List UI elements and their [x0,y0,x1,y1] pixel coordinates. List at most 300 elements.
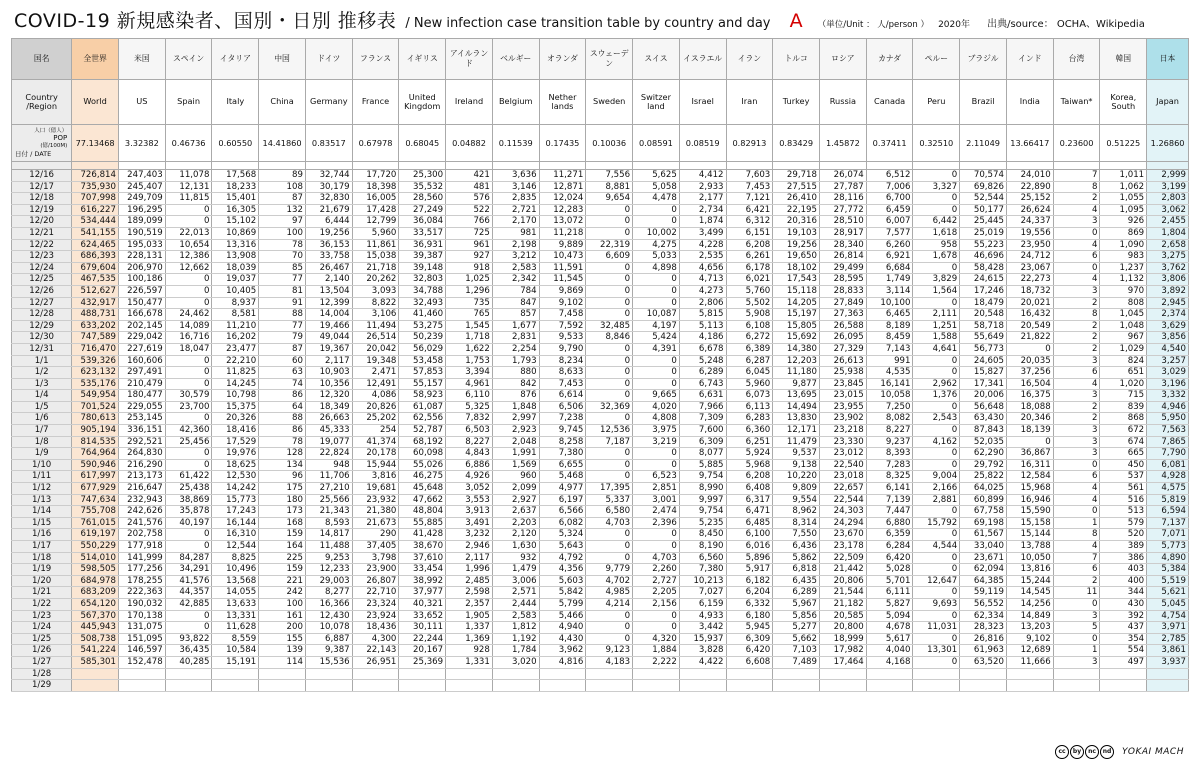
table-row [12,541,1189,553]
date-cell: 1/12 [12,483,72,495]
value-cell: 26,467 [305,262,352,274]
value-cell: 1,132 [1100,274,1147,286]
spacer-cell [1053,162,1100,170]
value-cell: 2,727 [633,575,680,587]
value-cell: 2,117 [446,552,493,564]
value-cell: 20,042 [352,343,399,355]
value-cell: 100,186 [118,274,165,286]
value-cell: 3,856 [1147,332,1189,344]
value-cell: 0 [586,274,633,286]
table-row [12,598,1189,610]
value-cell: 28,595 [820,274,867,286]
value-cell: 684,978 [72,575,119,587]
value-cell: 168 [259,517,306,529]
value-cell: 150,477 [118,297,165,309]
value-cell: 2,485 [446,575,493,587]
value-cell: 8,325 [866,471,913,483]
value-cell: 18,398 [352,181,399,193]
value-cell: 152,478 [118,656,165,668]
value-cell: 766 [446,216,493,228]
value-cell: 12,131 [165,181,212,193]
value-cell: 7,563 [1147,425,1189,437]
value-cell: 0 [1053,598,1100,610]
value-cell: 12,320 [305,390,352,402]
value-cell: 21,673 [352,517,399,529]
value-cell: 139 [259,645,306,657]
value-cell: 52,035 [960,436,1007,448]
value-cell: 3 [1053,610,1100,622]
value-cell: 11,666 [1006,656,1053,668]
spacer-cell [960,162,1007,170]
value-cell [960,668,1007,680]
table-row [12,227,1189,239]
value-cell: 19,037 [212,274,259,286]
value-cell: 20,326 [212,413,259,425]
value-cell: 20,346 [1006,413,1053,425]
value-cell: 26,074 [820,170,867,182]
value-cell: 16,141 [866,378,913,390]
value-cell: 88 [259,413,306,425]
value-cell: 18,088 [1006,401,1053,413]
value-cell: 17,428 [352,204,399,216]
row-label-jp: 国名 [12,39,72,80]
value-cell: 686,393 [72,251,119,263]
value-cell: 86 [259,390,306,402]
value-cell: 7,380 [679,564,726,576]
country-name-jp: インド [1006,39,1053,80]
value-cell: 6,289 [679,367,726,379]
value-cell: 445,943 [72,622,119,634]
value-cell: 0 [586,633,633,645]
value-cell: 33,758 [305,251,352,263]
value-cell: 26,816 [960,633,1007,645]
value-cell: 537 [1100,471,1147,483]
nd-icon: nd [1100,745,1114,759]
value-cell: 3,971 [1147,622,1189,634]
value-cell: 541,155 [72,227,119,239]
country-name-en: France [352,80,399,125]
value-cell: 7,137 [1147,517,1189,529]
value-cell: 0 [913,587,960,599]
value-cell [679,668,726,680]
value-cell: 12,584 [1006,471,1053,483]
value-cell: 9,889 [539,239,586,251]
value-cell: 6,073 [726,390,773,402]
value-cell: 0 [165,459,212,471]
value-cell [305,680,352,692]
value-cell: 0 [913,610,960,622]
value-cell: 5,862 [773,552,820,564]
value-cell [679,680,726,692]
value-cell: 4,183 [586,656,633,668]
value-cell: 33,517 [399,227,446,239]
value-cell: 52,544 [960,193,1007,205]
value-cell: 0 [1053,262,1100,274]
value-cell: 9,237 [866,436,913,448]
value-cell: 554 [1100,645,1147,657]
value-cell: 12,386 [165,251,212,263]
value-cell: 114 [259,656,306,668]
value-cell: 26,807 [352,575,399,587]
value-cell: 26,613 [820,355,867,367]
value-cell: 53,275 [399,320,446,332]
value-cell: 14,055 [212,587,259,599]
value-cell: 11,488 [305,541,352,553]
date-cell: 1/8 [12,436,72,448]
value-cell: 2,933 [679,181,726,193]
value-cell: 8,937 [212,297,259,309]
value-cell: 11,180 [773,367,820,379]
value-cell: 539,326 [72,355,119,367]
value-cell: 3,816 [352,471,399,483]
value-cell: 4,040 [866,645,913,657]
date-cell: 1/20 [12,575,72,587]
value-cell: 180 [259,494,306,506]
value-cell: 5,643 [539,541,586,553]
value-cell: 44,357 [165,587,212,599]
value-cell: 202,145 [118,320,165,332]
table-row [12,459,1189,471]
value-cell: 15,805 [773,320,820,332]
value-cell: 22,195 [773,204,820,216]
value-cell: 68,192 [399,436,446,448]
value-cell: 27,249 [399,204,446,216]
value-cell: 3,062 [1147,204,1189,216]
value-cell: 4 [1053,274,1100,286]
value-cell: 26,514 [352,332,399,344]
value-cell: 421 [446,170,493,182]
value-cell: 7 [1053,552,1100,564]
value-cell: 3,962 [539,645,586,657]
value-cell: 0 [633,459,680,471]
spacer-cell [633,162,680,170]
country-name-jp: ドイツ [305,39,352,80]
value-cell: 0 [913,204,960,216]
value-cell: 14,205 [773,297,820,309]
country-name-en: Sweden [586,80,633,125]
value-cell: 0 [165,448,212,460]
value-cell [1100,668,1147,680]
value-cell: 9,869 [539,285,586,297]
value-cell: 23,900 [352,564,399,576]
spacer-cell [399,162,446,170]
value-cell: 13,316 [212,239,259,251]
population-cell: 0.82913 [726,125,773,162]
value-cell: 488,731 [72,309,119,321]
country-name-jp: 中国 [259,39,306,80]
population-cell: 0.67978 [352,125,399,162]
table-row [12,622,1189,634]
date-cell: 1/13 [12,494,72,506]
row-label-en: Country /Region [12,80,72,125]
value-cell [726,680,773,692]
date-cell: 1/27 [12,656,72,668]
value-cell: 16,144 [212,517,259,529]
value-cell: 6,655 [539,459,586,471]
value-cell: 4,898 [633,262,680,274]
value-cell: 726,814 [72,170,119,182]
value-cell: 784 [492,285,539,297]
value-cell: 665 [1100,448,1147,460]
value-cell: 1 [1053,517,1100,529]
value-cell: 5,856 [773,610,820,622]
value-cell: 20,826 [352,401,399,413]
value-cell: 10,405 [212,285,259,297]
spacer-cell [1006,162,1053,170]
population-cell: 0.83517 [305,125,352,162]
value-cell: 10,213 [679,575,726,587]
value-cell: 6,560 [679,552,726,564]
value-cell: 10,584 [212,645,259,657]
value-cell: 24,294 [820,517,867,529]
value-cell: 254 [352,425,399,437]
value-cell: 4,656 [679,262,726,274]
value-cell: 190,519 [118,227,165,239]
value-cell: 1,376 [913,390,960,402]
value-cell: 61,963 [960,645,1007,657]
value-cell: 735,930 [72,181,119,193]
country-name-en: Belgium [492,80,539,125]
value-cell: 512,627 [72,285,119,297]
value-cell: 46,275 [399,471,446,483]
value-cell: 40,197 [165,517,212,529]
value-cell: 0 [586,204,633,216]
value-cell: 15,773 [212,494,259,506]
value-cell: 35,878 [165,506,212,518]
value-cell: 6,317 [726,494,773,506]
value-cell: 2,111 [913,309,960,321]
value-cell [726,668,773,680]
value-cell: 1,874 [679,216,726,228]
value-cell: 3,001 [633,494,680,506]
value-cell: 967 [1100,332,1147,344]
source-note: 出典/source： OCHA、Wikipedia [987,19,1145,30]
value-cell: 22,244 [399,633,446,645]
value-cell: 15,827 [960,367,1007,379]
value-cell: 14,494 [773,401,820,413]
value-cell: 6,444 [305,216,352,228]
value-cell: 0 [1053,459,1100,471]
value-cell: 23,670 [820,529,867,541]
value-cell: 1,095 [1100,204,1147,216]
value-cell: 3,332 [1147,390,1189,402]
date-cell: 12/16 [12,170,72,182]
value-cell: 814,535 [72,436,119,448]
value-cell: 18,416 [212,425,259,437]
value-cell: 4,641 [913,343,960,355]
value-cell: 23,671 [960,552,1007,564]
value-cell: 6,081 [1147,459,1189,471]
value-cell: 0 [586,216,633,228]
value-cell: 0 [633,274,680,286]
value-cell [773,668,820,680]
table-row [12,262,1189,274]
country-en-row [12,80,1189,125]
value-cell: 3,798 [352,552,399,564]
value-cell: 2,806 [679,297,726,309]
date-cell: 12/24 [12,262,72,274]
value-cell: 6,100 [726,529,773,541]
country-name-en: Israel [679,80,726,125]
value-cell: 3,975 [633,425,680,437]
value-cell: 522 [446,204,493,216]
value-cell: 11 [1053,587,1100,599]
value-cell: 13,568 [212,575,259,587]
value-cell: 22,509 [820,552,867,564]
value-cell: 37,610 [399,552,446,564]
country-name-en: Ireland [446,80,493,125]
value-cell: 22,824 [305,448,352,460]
value-cell: 3,106 [352,309,399,321]
value-cell: 14,545 [1006,587,1053,599]
value-cell: 2 [1053,575,1100,587]
value-cell: 0 [586,471,633,483]
value-cell: 6,360 [726,425,773,437]
value-cell: 0 [633,529,680,541]
value-cell: 12,283 [539,204,586,216]
value-cell: 6 [1053,564,1100,576]
value-cell: 747,589 [72,332,119,344]
value-cell: 0 [913,552,960,564]
country-name-en: Germany [305,80,352,125]
value-cell: 17,464 [820,656,867,668]
value-cell: 28,323 [960,622,1007,634]
value-cell: 18,479 [960,297,1007,309]
value-cell: 27,210 [305,483,352,495]
value-cell: 6,151 [726,227,773,239]
value-cell: 128 [259,448,306,460]
value-cell [212,668,259,680]
date-cell: 12/27 [12,297,72,309]
value-cell: 2 [1053,332,1100,344]
value-cell: 0 [586,529,633,541]
table-row [12,668,1189,680]
value-cell: 23,324 [352,598,399,610]
value-cell: 27,772 [820,204,867,216]
value-cell: 3 [1053,216,1100,228]
value-cell: 60,098 [399,448,446,460]
value-cell: 2 [1053,413,1100,425]
value-cell: 2,658 [1147,239,1189,251]
value-cell: 23,924 [352,610,399,622]
value-cell: 10,050 [1006,552,1053,564]
value-cell: 2,166 [913,483,960,495]
value-cell: 22,890 [1006,181,1053,193]
value-cell: 4,926 [446,471,493,483]
value-cell: 5,908 [726,309,773,321]
value-cell: 19,256 [305,227,352,239]
value-cell: 869 [1100,227,1147,239]
value-cell: 28,560 [399,193,446,205]
date-cell: 1/25 [12,633,72,645]
value-cell: 2,785 [1147,633,1189,645]
date-cell: 1/21 [12,587,72,599]
value-cell: 3,636 [492,170,539,182]
value-cell: 9,745 [539,425,586,437]
table-row [12,413,1189,425]
value-cell: 9,004 [913,471,960,483]
table-row [12,193,1189,205]
value-cell: 3 [1053,390,1100,402]
value-cell: 0 [165,367,212,379]
value-cell: 13,830 [773,413,820,425]
value-cell: 683,209 [72,587,119,599]
value-cell: 6,506 [539,401,586,413]
value-cell: 880 [492,367,539,379]
value-cell: 11,545 [539,274,586,286]
value-cell: 97 [259,216,306,228]
value-cell: 4 [1053,541,1100,553]
country-name-en: Italy [212,80,259,125]
value-cell: 9,754 [679,471,726,483]
value-cell: 241,576 [118,517,165,529]
value-cell: 5,033 [633,251,680,263]
value-cell: 25,202 [352,413,399,425]
unit-note: （単位/Unit ： 人/person ） [817,20,929,30]
value-cell: 20,167 [399,645,446,657]
population-cell: 0.08591 [633,125,680,162]
value-cell: 6 [1053,251,1100,263]
value-cell: 2,140 [305,274,352,286]
value-cell: 32,493 [399,297,446,309]
spacer-cell [492,162,539,170]
value-cell: 14,256 [1006,598,1053,610]
value-cell: 4 [1053,494,1100,506]
value-cell: 21,822 [1006,332,1053,344]
value-cell: 13,908 [212,251,259,263]
value-cell: 4,535 [866,367,913,379]
value-cell: 36,867 [1006,448,1053,460]
value-cell: 20,021 [1006,297,1053,309]
country-name-en: Nether lands [539,80,586,125]
value-cell: 0 [165,216,212,228]
value-cell: 177,256 [118,564,165,576]
value-cell: 32,830 [305,193,352,205]
value-cell [352,680,399,692]
value-cell: 26,588 [820,320,867,332]
value-cell: 5,235 [679,517,726,529]
value-cell: 12,233 [305,564,352,576]
value-cell: 0 [165,378,212,390]
value-cell: 78 [259,436,306,448]
value-cell: 7,139 [866,494,913,506]
value-cell: 1,753 [446,355,493,367]
value-cell: 2,927 [492,494,539,506]
value-cell: 15,118 [773,285,820,297]
table-row [12,529,1189,541]
value-cell: 7,592 [539,320,586,332]
value-cell: 6,110 [446,390,493,402]
population-cell: 3.32382 [118,125,165,162]
value-cell: 11,628 [212,622,259,634]
value-cell: 141,999 [118,552,165,564]
value-cell: 4,356 [539,564,586,576]
value-cell: 4,678 [866,622,913,634]
value-cell: 1,237 [1100,262,1147,274]
value-cell: 6,111 [866,587,913,599]
value-cell: 2,156 [633,598,680,610]
date-cell: 1/3 [12,378,72,390]
value-cell: 2,583 [492,610,539,622]
table-row [12,633,1189,645]
value-cell: 7,121 [726,193,773,205]
value-cell: 960 [492,471,539,483]
value-cell: 48,804 [399,506,446,518]
value-cell: 4,228 [679,239,726,251]
value-cell: 24,337 [1006,216,1053,228]
value-cell: 7,250 [866,401,913,413]
value-cell: 24,010 [1006,170,1053,182]
